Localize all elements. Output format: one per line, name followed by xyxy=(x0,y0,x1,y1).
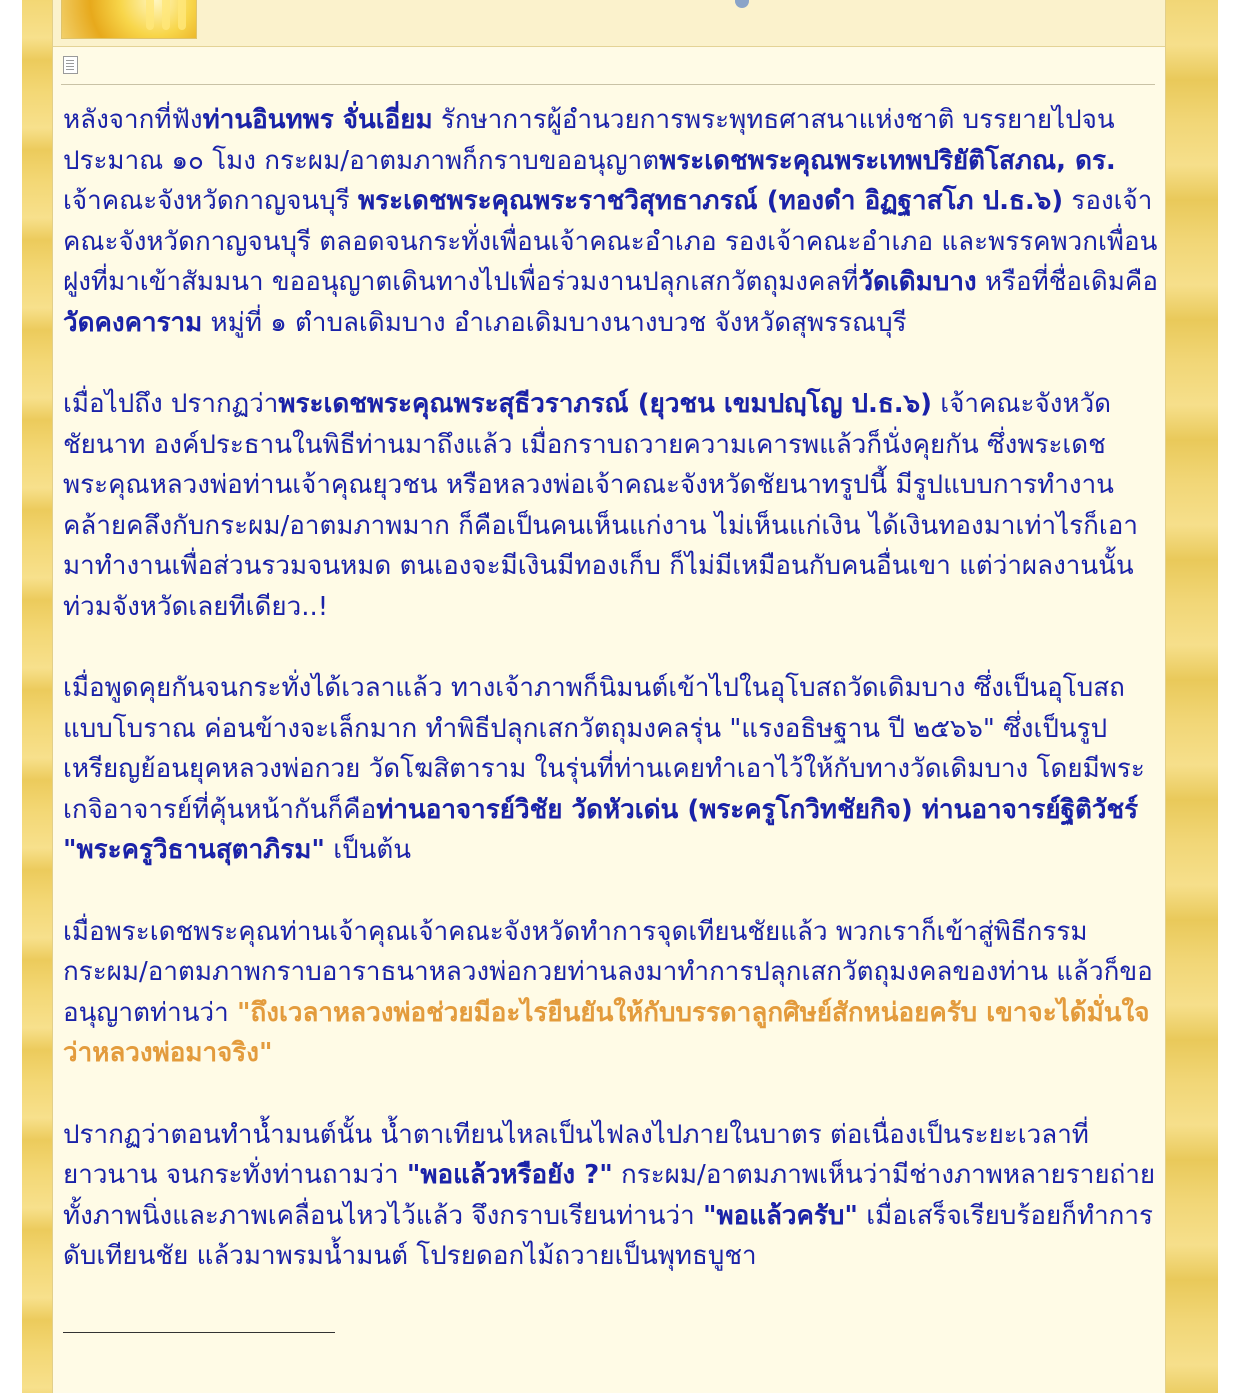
post-paragraph xyxy=(63,1115,1158,1277)
body-text: เจ้าคณะจังหวัดชัยนาท องค์ประธานในพิธีท่านมาถึงแล้ว เมื่อกราบถวายความเคารพแล้วก็นั่งคุยกัน ซึ่งพระเดชพระคุณหลวงพ่อท่านเจ้าคุณยุวชน หรือหลวงพ่อเจ้าคณะจังหวัดชัยนาทรูปนี้ มีรูปแบบการทำงานคล้ายคลึงกับกระผม/อาตมภาพมาก ก็คือเป็นคนเห็นแก่งาน ไม่เห็นแก่เงิน ได้เงินทองมาเท่าไรก็เอามาทำงานเพื่อส่วนรวมจนหมด ตนเองจะมีเงินมีทองเก็บ ก็ไม่มีเหมือนกับคนอื่นเขา แต่ว่าผลงานนั้นท่วมจังหวัดเลยทีเดียว..! xyxy=(63,389,1138,622)
body-text: เมื่อเสร็จเรียบร้อยก็ทำการดับเทียนชัย แล้วมาพรมน้ำมนต์ โปรยดอกไม้ถวายเป็นพุทธบูชา xyxy=(63,1200,1153,1271)
bold-text: พระเดชพระคุณพระราชวิสุทธาภรณ์ (ทองดำ อิฏฐาสโภ ป.ธ.๖) xyxy=(358,186,1064,216)
forum-post xyxy=(52,0,1166,1393)
document-icon xyxy=(63,56,78,74)
left-gold-border xyxy=(22,0,52,1393)
body-text: หรือที่ชื่อเดิมคือ xyxy=(976,267,1158,297)
bold-text: "พอแล้วหรือยัง ?" xyxy=(406,1160,613,1190)
avatar-petal xyxy=(178,0,186,30)
body-text: หมู่ที่ ๑ ตำบลเดิมบาง อำเภอเดิมบางนางบวช จังหวัดสุพรรณบุรี xyxy=(202,307,907,338)
body-text: รองเจ้าคณะจังหวัดกาญจนบุรี ตลอดจนกระทั่งเพื่อนเจ้าคณะอำเภอ รองเจ้าคณะอำเภอ และพรรคพวกเพื่อนฝูงที่มาเข้าสัมมนา ขออนุญาตเดินทางไปเพื่อร่วมงานปลุกเสกวัตถุมงคลที่ xyxy=(63,186,1158,297)
post-paragraph xyxy=(63,668,1158,871)
post-paragraph xyxy=(63,384,1158,627)
bold-text: ท่านอาจารย์วิชัย วัดหัวเด่น (พระครูโกวิทชัยกิจ) ท่านอาจารย์ฐิติวัชร์ "พระครูวิธานสุตาภิรม" xyxy=(63,794,1139,865)
bold-text: วัดคงคาราม xyxy=(63,307,203,338)
right-gold-border xyxy=(1164,0,1218,1393)
bold-text: "พอแล้วครับ" xyxy=(702,1200,858,1231)
avatar[interactable] xyxy=(61,0,197,39)
body-text: เป็นต้น xyxy=(324,835,412,865)
avatar-petal xyxy=(146,0,154,30)
body-text: เมื่อพูดคุยกันจนกระทั่งได้เวลาแล้ว ทางเจ้าภาพก็นิมนต์เข้าไปในอุโบสถวัดเดิมบาง ซึ่งเป็นอุโบสถแบบโบราณ ค่อนข้างจะเล็กมาก ทำพิธีปลุกเสกวัตถุมงคลรุ่น "แรงอธิษฐาน ปี ๒๕๖๖" ซึ่งเป็นรูปเหรียญย้อนยุคหลวงพ่อกวย วัดโฆสิตาราม ในรุ่นที่ท่านเคยทำเอาไว้ให้กับทางวัดเดิมบาง โดยมีพระเกจิอาจารย์ที่คุ้นหน้ากันก็คือ xyxy=(63,673,1145,825)
signature-divider xyxy=(63,1332,335,1333)
body-text: เมื่อไปถึง ปรากฏว่า xyxy=(63,389,279,419)
status-icon xyxy=(735,0,749,8)
post-paragraph xyxy=(63,100,1158,343)
body-text: กระผม/อาตมภาพเห็นว่ามีช่างภาพหลายรายถ่ายทั้งภาพนิ่งและภาพเคลื่อนไหวไว้แล้ว จึงกราบเรียนท่านว่า xyxy=(63,1160,1156,1231)
post-header-strip xyxy=(53,0,1165,47)
body-text: เมื่อพระเดชพระคุณท่านเจ้าคุณเจ้าคณะจังหวัดทำการจุดเทียนชัยแล้ว พวกเราก็เข้าสู่พิธีกรรม กระผม/อาตมภาพกราบอาราธนาหลวงพ่อกวยท่านลงมาทำการปลุกเสกวัตถุมงคลของท่าน แล้วก็ขออนุญาตท่านว่า xyxy=(63,916,1153,1028)
bold-text: พระเดชพระคุณพระสุธีวราภรณ์ (ยุวชน เขมปญฺโญ ป.ธ.๖) xyxy=(278,389,933,419)
body-text: เจ้าคณะจังหวัดกาญจนบุรี xyxy=(63,186,358,216)
post-body xyxy=(63,100,1158,1318)
body-text: ปรากฏว่าตอนทำน้ำมนต์นั้น น้ำตาเทียนไหลเป็นไฟลงไปภายในบาตร ต่อเนื่องเป็นระยะเวลาที่ยาวนาน จนกระทั่งท่านถามว่า xyxy=(63,1119,1089,1190)
avatar-petal xyxy=(162,0,170,30)
post-paragraph xyxy=(63,912,1158,1074)
bold-text: ท่านอินทพร จั่นเอี่ยม xyxy=(202,105,433,135)
bold-text: พระเดชพระคุณพระเทพปริยัติโสภณ, ดร. xyxy=(659,145,1116,176)
quote-text: "ถึงเวลาหลวงพ่อช่วยมีอะไรยืนยันให้กับบรรดาลูกศิษย์สักหน่อยครับ เขาจะได้มั่นใจว่าหลวงพ่อมาจริง" xyxy=(63,997,1150,1068)
body-text: หลังจากที่ฟัง xyxy=(63,105,203,135)
post-divider xyxy=(61,84,1155,85)
body-text: รักษาการผู้อำนวยการพระพุทธศาสนาแห่งชาติ บรรยายไปจนประมาณ ๑๐ โมง กระผม/อาตมภาพก็กราบขออนุญาต xyxy=(63,105,1115,176)
bold-text: วัดเดิมบาง xyxy=(858,267,977,297)
